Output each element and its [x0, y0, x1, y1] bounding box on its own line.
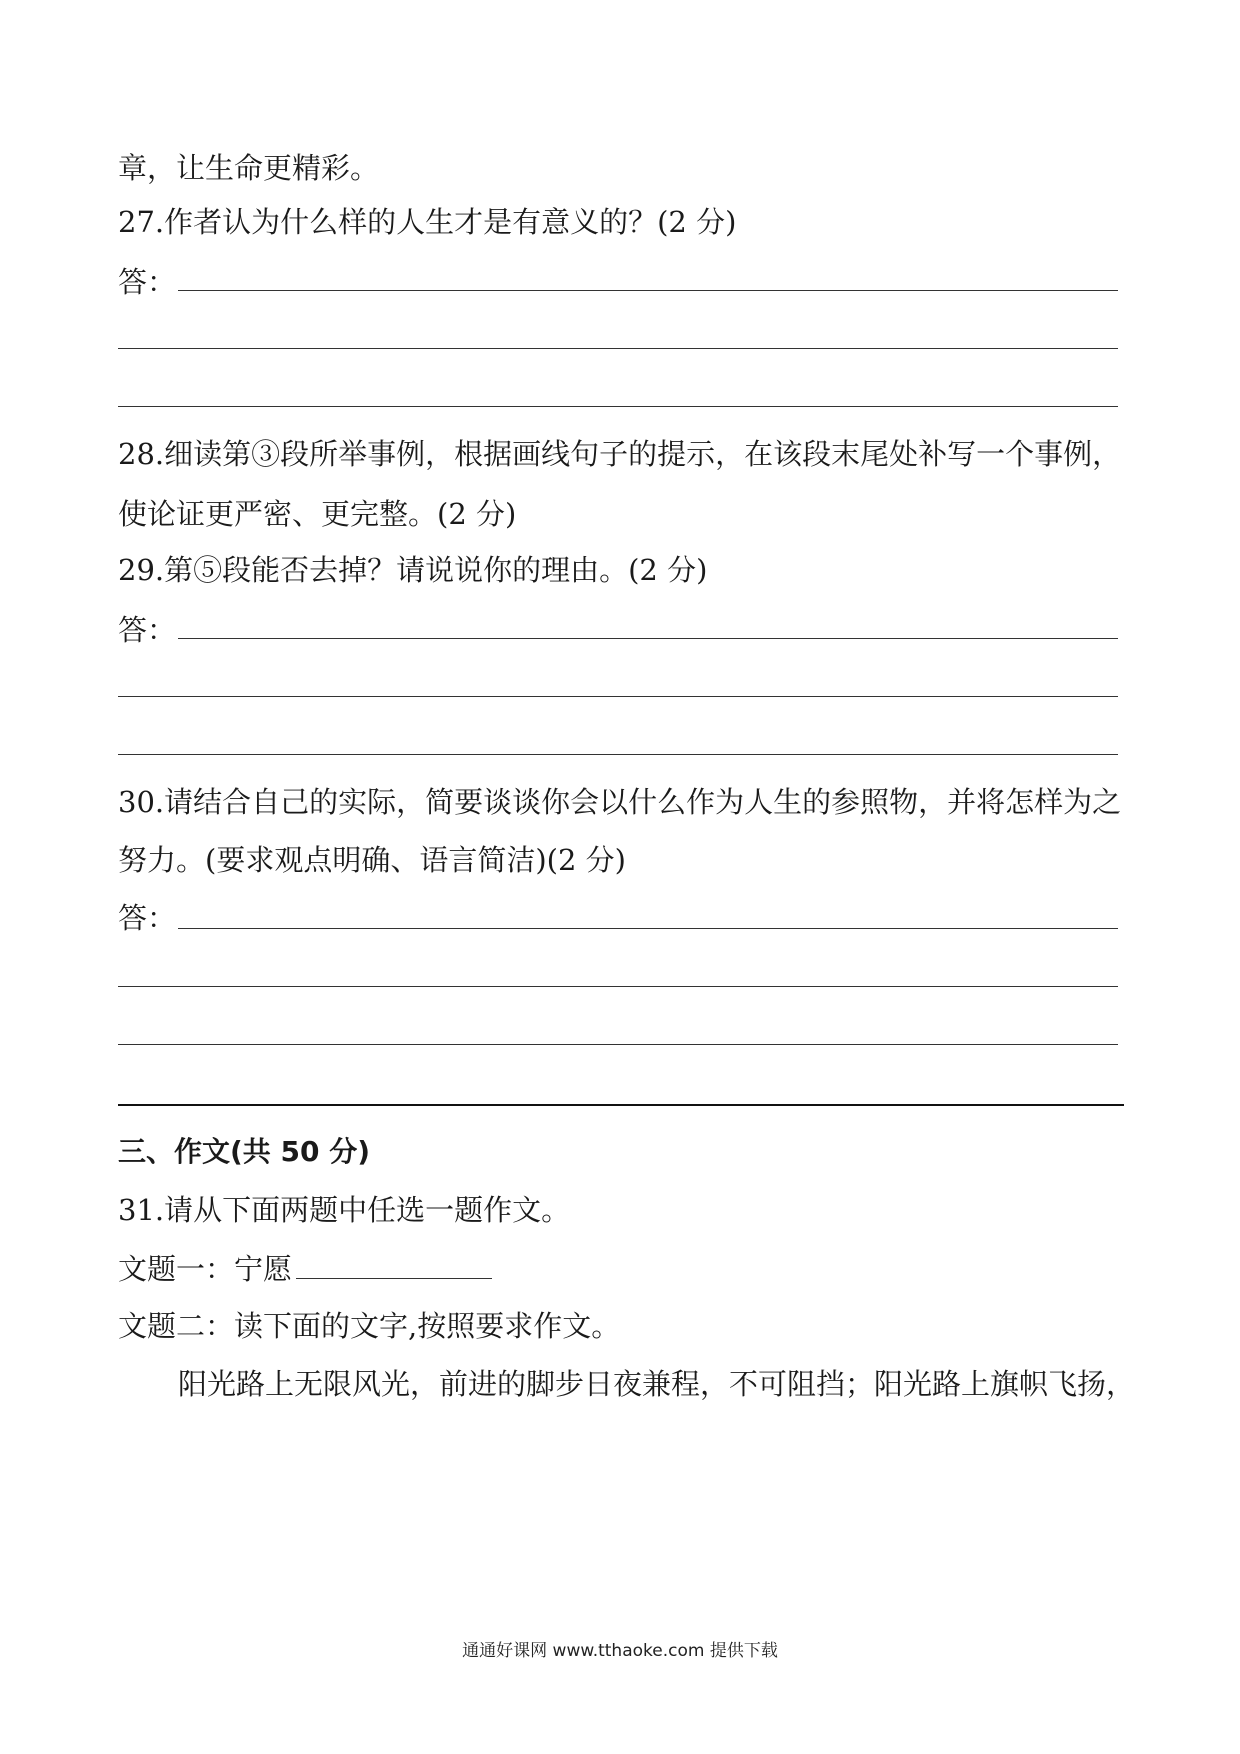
- answer-label-30: 答：: [118, 901, 177, 935]
- question-27: 27.作者认为什么样的人生才是有意义的？(2 分): [118, 205, 737, 239]
- question-30-line-1: 30.请结合自己的实际，简要谈谈你会以什么作为人生的参照物，并将怎样为之: [118, 785, 1122, 819]
- question-31: 31.请从下面两题中任选一题作文。: [118, 1193, 571, 1227]
- section-title-composition: 三、作文(共 50 分): [118, 1135, 371, 1168]
- answer-line-27-1: [178, 290, 1118, 291]
- answer-line-30-4: [118, 1104, 1124, 1106]
- topic-2: 文题二：读下面的文字,按照要求作文。: [118, 1309, 621, 1343]
- footer-source: 通通好课网 www.tthaoke.com 提供下载: [462, 1641, 778, 1661]
- question-28-line-1: 28.细读第③段所举事例，根据画线句子的提示，在该段末尾处补写一个事例，: [118, 437, 1122, 471]
- answer-line-30-1: [178, 928, 1118, 929]
- answer-line-29-1: [178, 638, 1118, 639]
- question-28-line-2: 使论证更严密、更完整。(2 分): [118, 497, 517, 531]
- text-line-continuation: 章，让生命更精彩。: [118, 151, 380, 185]
- answer-line-30-3: [118, 1044, 1118, 1045]
- topic-1-text: 文题一：宁愿: [118, 1252, 293, 1286]
- topic-1: [118, 1248, 1122, 1289]
- passage-text: 阳光路上无限风光，前进的脚步日夜兼程，不可阻挡；阳光路上旗帜飞扬，: [178, 1367, 1136, 1401]
- topic-1-blank: [296, 1248, 492, 1279]
- question-29: 29.第⑤段能否去掉？请说说你的理由。(2 分): [118, 553, 708, 587]
- answer-line-27-3: [118, 406, 1118, 407]
- question-30-line-2: 努力。(要求观点明确、语言简洁)(2 分): [118, 843, 626, 877]
- answer-line-27-2: [118, 348, 1118, 349]
- answer-label-29: 答：: [118, 613, 177, 647]
- answer-label-27: 答：: [118, 265, 177, 299]
- answer-line-29-3: [118, 754, 1118, 755]
- answer-line-30-2: [118, 986, 1118, 987]
- answer-line-29-2: [118, 696, 1118, 697]
